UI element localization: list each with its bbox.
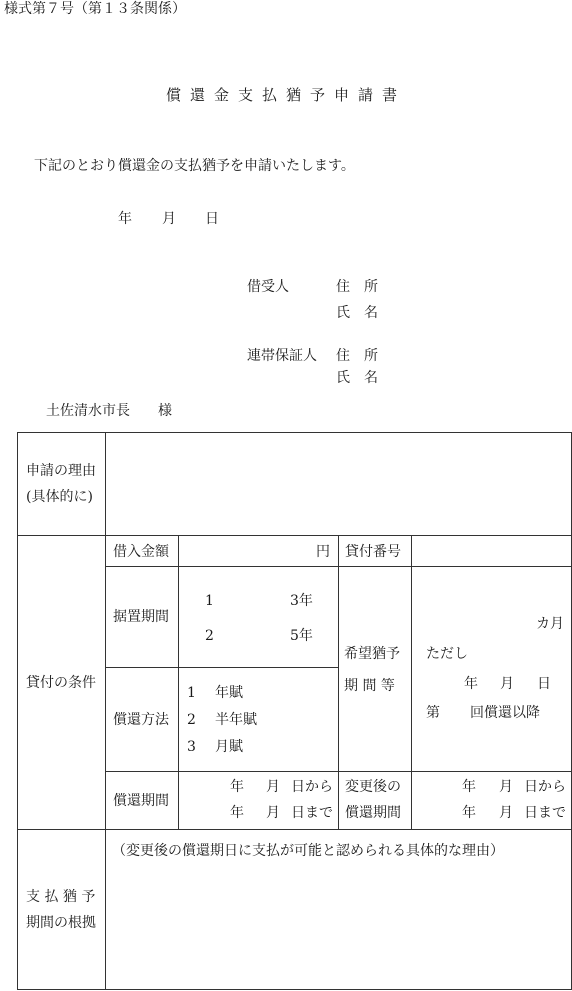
reason-label-cell bbox=[18, 433, 106, 536]
loan-amount-unit: 円 bbox=[316, 544, 330, 560]
basis-label-line-2: 期間の根拠 bbox=[26, 914, 96, 931]
changed-to-suffix: 日まで bbox=[524, 805, 566, 821]
requested-period-label-line-1: 希望猶予 bbox=[344, 646, 400, 662]
loan-conditions-label: 貸付の条件 bbox=[26, 674, 96, 691]
repayment-period-input-cell[interactable] bbox=[179, 772, 339, 830]
deferment-label-cell bbox=[106, 567, 179, 668]
loan-amount-label: 借入金額 bbox=[113, 544, 169, 560]
loan-conditions-label-cell bbox=[18, 536, 106, 830]
reason-label-line-1: 申請の理由 bbox=[26, 463, 96, 479]
requested-date-month: 月 bbox=[500, 676, 514, 692]
date-month-label: 月 bbox=[162, 211, 176, 227]
changed-to-year: 年 bbox=[462, 805, 476, 821]
requested-months-unit: カ月 bbox=[536, 616, 564, 632]
changed-from-month: 月 bbox=[499, 779, 513, 795]
requested-period-input-cell[interactable] bbox=[412, 567, 572, 772]
repayment-method-options-cell[interactable] bbox=[179, 668, 339, 772]
deferment-options-cell[interactable] bbox=[179, 567, 339, 668]
page-title: 償還金支払猶予申請書 bbox=[165, 86, 406, 104]
borrower-name-label: 氏 名 bbox=[336, 305, 378, 321]
repayment-method-label-cell bbox=[106, 668, 179, 772]
borrower-address-label: 住 所 bbox=[336, 279, 378, 295]
deferment-option-value: 5年 bbox=[290, 628, 313, 644]
basis-row bbox=[18, 830, 572, 990]
deferment-option-num: 1 bbox=[205, 593, 214, 609]
requested-date-year: 年 bbox=[464, 676, 478, 692]
repayment-method-num: 3 bbox=[187, 739, 196, 755]
changed-period-label-cell bbox=[339, 772, 412, 830]
basis-label-cell bbox=[18, 830, 106, 990]
repayment-method-option: 月賦 bbox=[215, 739, 243, 755]
repayment-method-label: 償還方法 bbox=[113, 712, 169, 728]
guarantor-name-label: 氏 名 bbox=[336, 370, 378, 386]
form-number: 様式第７号（第１３条関係） bbox=[4, 1, 186, 17]
changed-period-label-line-2: 償還期間 bbox=[345, 805, 401, 821]
changed-from-year: 年 bbox=[462, 779, 476, 795]
guarantor-address-label: 住 所 bbox=[336, 348, 378, 364]
requested-proviso: ただし bbox=[426, 646, 468, 662]
reason-label-line-2: (具体的に) bbox=[26, 489, 93, 505]
requested-period-label-line-2: 期 間 等 bbox=[344, 678, 395, 694]
requested-date-day: 日 bbox=[537, 676, 551, 692]
deferment-option-value: 3年 bbox=[290, 593, 313, 609]
intro-text: 下記のとおり償還金の支払猶予を申請いたします。 bbox=[34, 158, 355, 174]
period-to-month: 月 bbox=[266, 805, 280, 821]
period-from-month: 月 bbox=[266, 779, 280, 795]
changed-period-label-line-1: 変更後の bbox=[345, 779, 401, 795]
loan-amount-label-cell bbox=[106, 536, 179, 567]
date-year-label: 年 bbox=[118, 211, 132, 227]
deferment-label: 据置期間 bbox=[113, 609, 169, 625]
guarantor-label: 連帯保証人 bbox=[247, 348, 317, 364]
repayment-method-num: 2 bbox=[187, 712, 196, 728]
basis-input-cell[interactable] bbox=[106, 830, 572, 990]
changed-period-input-cell[interactable] bbox=[412, 772, 572, 830]
deferment-option-num: 2 bbox=[205, 628, 214, 644]
borrower-label: 借受人 bbox=[247, 279, 289, 295]
period-to-suffix: 日まで bbox=[291, 805, 333, 821]
changed-from-suffix: 日から bbox=[524, 779, 566, 795]
requested-period-label-cell bbox=[339, 567, 412, 772]
requested-installment-suffix: 回償還以降 bbox=[470, 705, 540, 721]
repayment-period-label-cell bbox=[106, 772, 179, 830]
loan-amount-input-cell[interactable] bbox=[179, 536, 339, 567]
basis-label-line-1: 支 払 猶 予 bbox=[26, 888, 96, 905]
repayment-method-option: 年賦 bbox=[215, 685, 243, 701]
basis-note: （変更後の償還期日に支払が可能と認められる具体的な理由） bbox=[112, 843, 504, 859]
repayment-method-option: 半年賦 bbox=[215, 712, 257, 728]
repayment-period-label: 償還期間 bbox=[113, 793, 169, 809]
date-day-label: 日 bbox=[205, 211, 219, 227]
requested-installment-prefix: 第 bbox=[426, 705, 440, 721]
loan-number-label: 貸付番号 bbox=[345, 544, 401, 560]
loan-amount-row bbox=[18, 536, 572, 567]
addressee: 土佐清水市長 様 bbox=[46, 403, 172, 419]
period-from-year: 年 bbox=[230, 779, 244, 795]
reason-row bbox=[18, 433, 572, 536]
changed-to-month: 月 bbox=[499, 805, 513, 821]
repayment-method-num: 1 bbox=[187, 685, 196, 701]
period-from-suffix: 日から bbox=[291, 779, 333, 795]
loan-number-label-cell bbox=[339, 536, 412, 567]
reason-input-cell[interactable] bbox=[106, 433, 572, 536]
period-to-year: 年 bbox=[230, 805, 244, 821]
loan-number-input-cell[interactable] bbox=[412, 536, 572, 567]
application-form-table bbox=[17, 432, 572, 990]
